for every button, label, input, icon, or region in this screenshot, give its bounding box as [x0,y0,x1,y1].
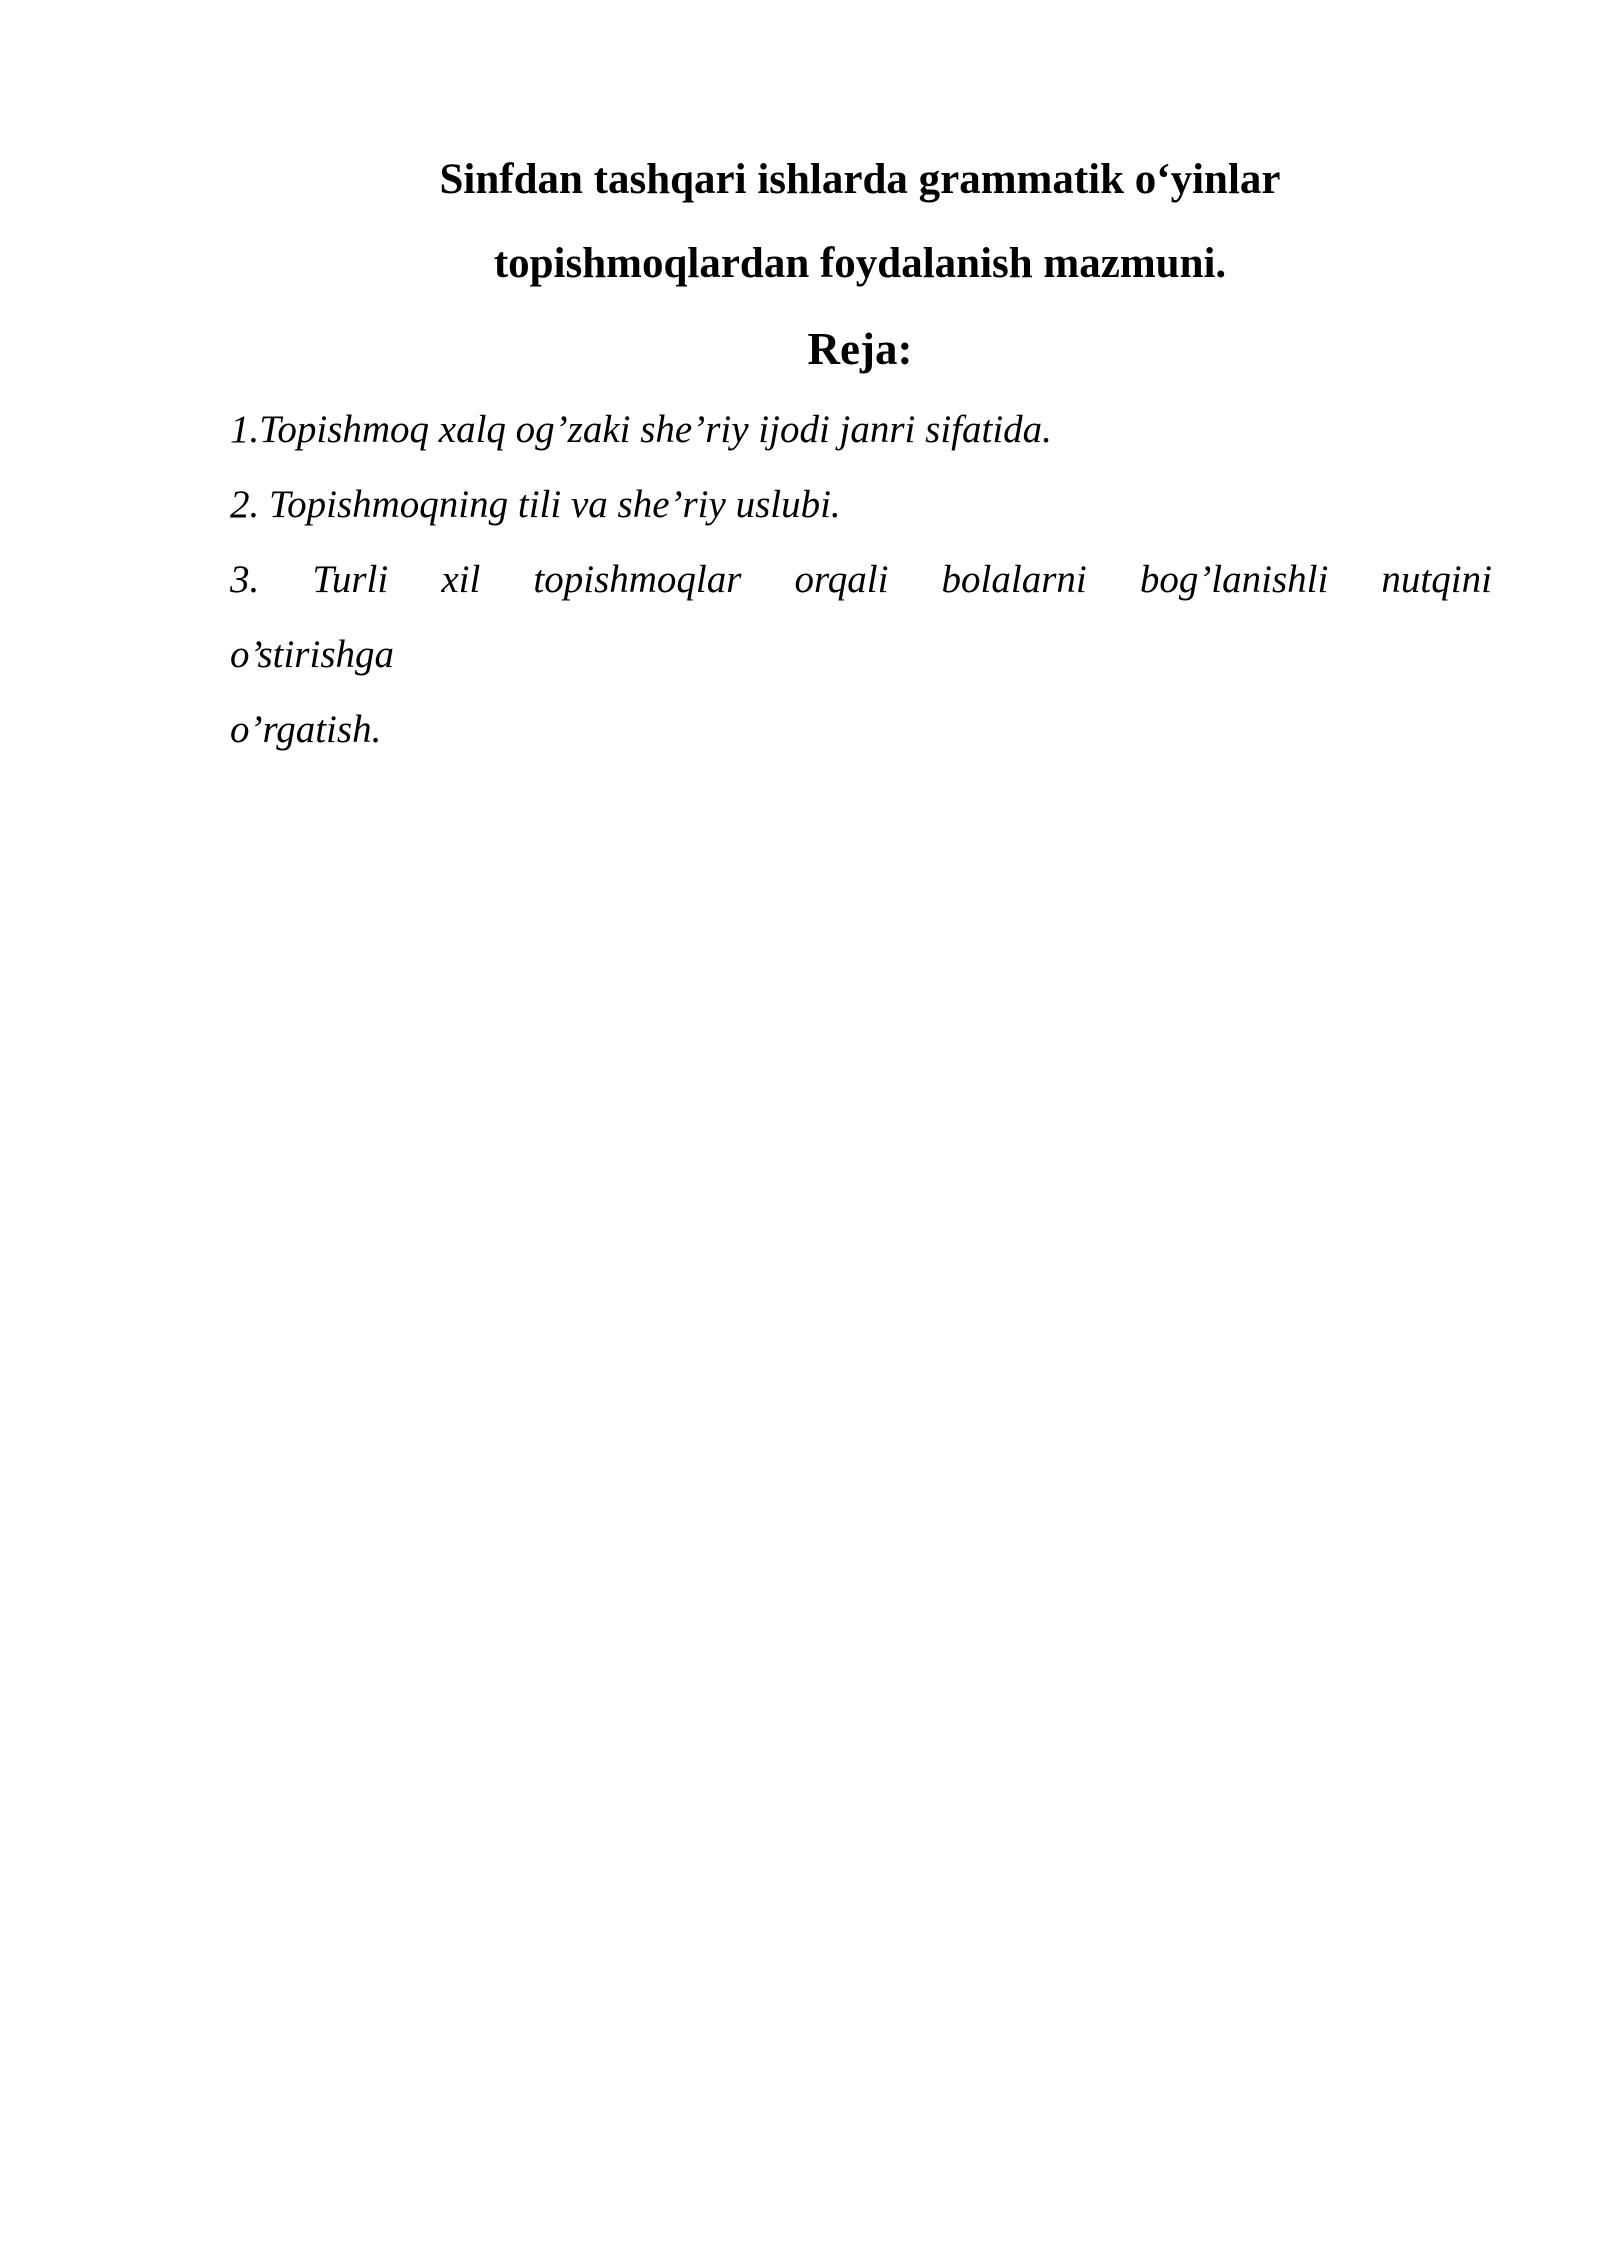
plan-item-2: 2. Topishmoqning tili va she’riy uslubi. [230,483,841,526]
plan-item-3-word: nutqini [1381,558,1492,601]
plan-item-3-word: topishmoqlar [533,558,742,601]
plan-item-3 [230,556,1492,604]
plan-item-3-word: 3. [230,558,260,601]
plan-item-3-continuation: o’stirishga [230,633,394,676]
plan-item-3-word: bolalarni [941,558,1087,601]
plan-item-3-end: o’rgatish. [230,708,382,751]
plan-item-3-word: bog’lanishli [1139,558,1329,601]
plan-item-1: 1.Topishmoq xalq og’zaki she’riy ijodi janri sifatida. [230,408,1052,451]
plan-heading: Reja: [807,324,913,374]
document-title-line-1: Sinfdan tashqari ishlarda grammatik o‘yinlar [439,156,1281,203]
document-title-line-2: topishmoqlardan foydalanish mazmuni. [493,240,1227,287]
plan-item-3-word: Turli [312,558,389,601]
plan-item-3-word: orqali [794,558,889,601]
plan-item-3-word: xil [441,558,481,601]
